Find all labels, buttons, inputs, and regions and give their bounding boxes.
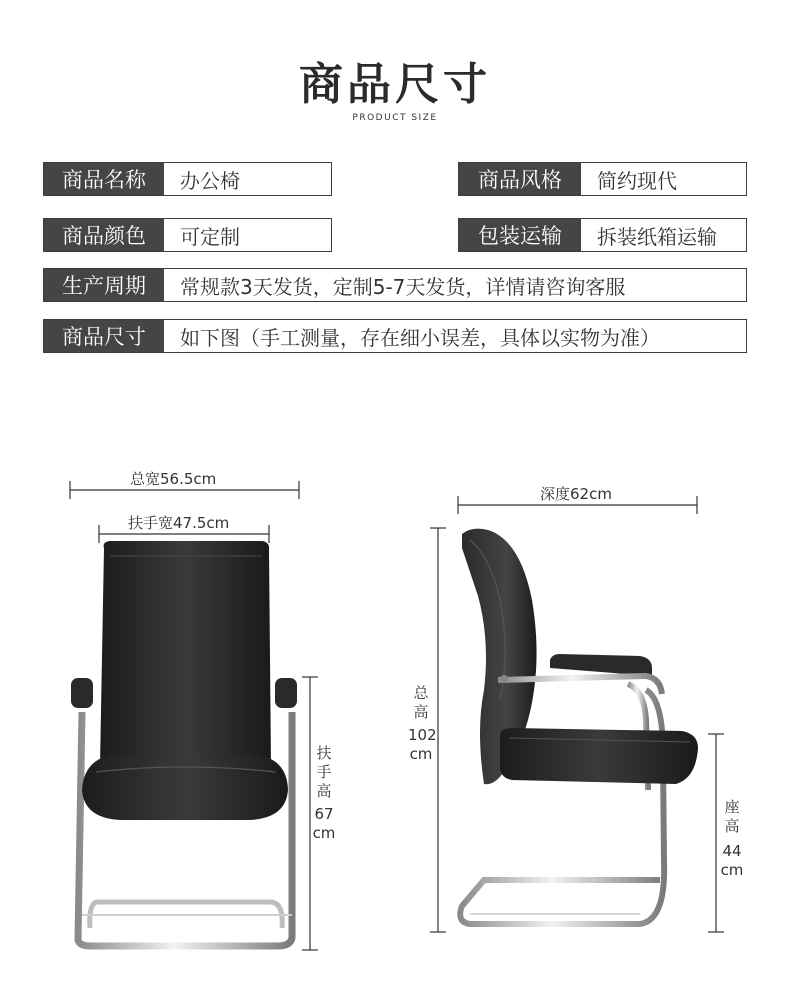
total-height-value: 102 [408, 726, 437, 744]
depth-label: 深度62cm [540, 485, 612, 503]
spec-value-production: 常规款3天发货，定制5-7天发货，详情请咨询客服 [180, 274, 626, 299]
spec-label-color: 商品颜色 [44, 219, 164, 251]
spec-value-package: 拆装纸箱运输 [597, 224, 717, 249]
total-width-label: 总宽56.5cm [130, 470, 217, 488]
spec-value-size: 如下图（手工测量，存在细小误差，具体以实物为准） [180, 325, 660, 350]
armrest-height-value: 67 [314, 805, 334, 823]
page-title: 商品尺寸 [299, 59, 491, 110]
seat-height-char-2: 高 [724, 817, 740, 835]
seat-height-char-1: 座 [724, 798, 740, 816]
armrest-height-char-3: 高 [316, 782, 332, 800]
total-height-char-1: 总 [413, 684, 429, 702]
page-subtitle: PRODUCT SIZE [352, 113, 438, 123]
spec-label-package: 包装运输 [459, 219, 581, 251]
spec-value-color: 可定制 [180, 224, 240, 249]
total-height-label [408, 684, 437, 764]
armrest-width-label: 扶手宽47.5cm [128, 514, 230, 532]
spec-label-name: 商品名称 [44, 163, 164, 195]
total-height-char-2: 高 [413, 703, 429, 721]
spec-value-name: 办公椅 [180, 168, 240, 193]
spec-value-style: 简约现代 [597, 168, 677, 193]
spec-label-size: 商品尺寸 [44, 320, 164, 352]
armrest-height-char-1: 扶 [316, 744, 332, 762]
armrest-height-char-2: 手 [316, 763, 332, 781]
total-height-unit: cm [409, 745, 433, 763]
armrest-height-label [312, 744, 336, 843]
seat-height-label [720, 798, 744, 880]
armrest-height-unit: cm [312, 824, 336, 842]
seat-height-value: 44 [722, 842, 742, 860]
chair-front-view [71, 541, 297, 946]
spec-label-style: 商品风格 [459, 163, 581, 195]
spec-label-production: 生产周期 [44, 269, 164, 301]
chair-side-view [460, 529, 698, 924]
seat-height-unit: cm [720, 861, 744, 879]
